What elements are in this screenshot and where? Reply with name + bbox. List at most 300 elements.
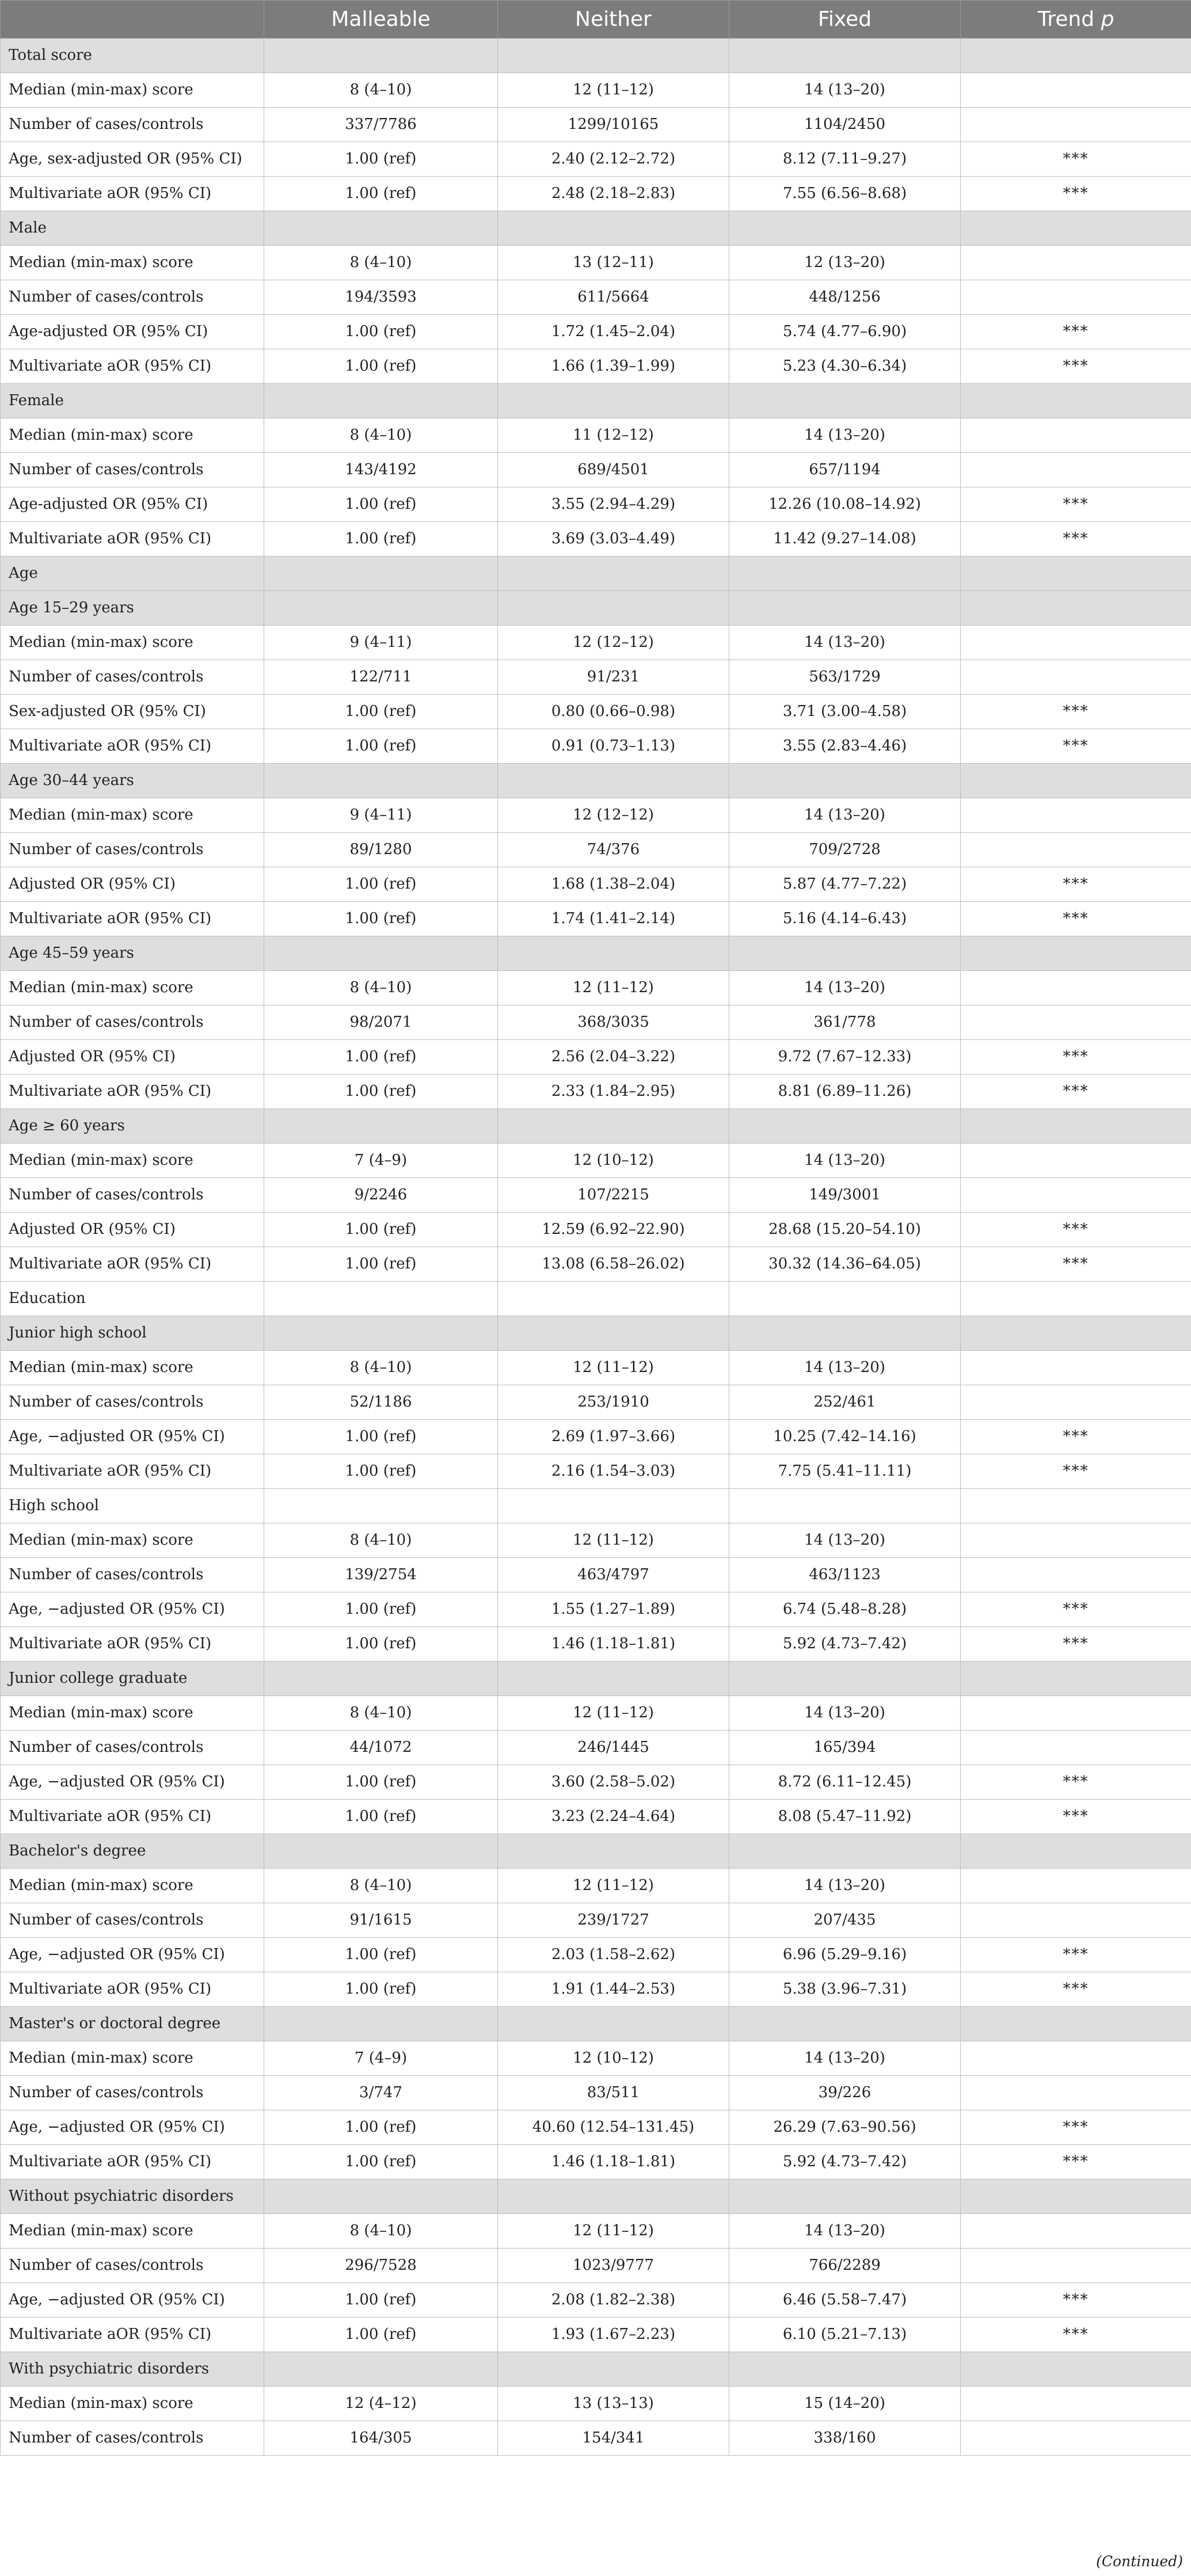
cell-neither: 1.55 (1.27–1.89) [498,1592,729,1627]
section-header-row [1,557,1191,591]
row-label: Junior college graduate [1,1662,264,1696]
header-row [1,1,1191,39]
cell-trend-p: *** [961,1938,1191,1972]
cell-fixed: 14 (13–20) [729,798,961,833]
cell-neither: 12 (11–12) [498,1523,729,1558]
cell-neither: 1.68 (1.38–2.04) [498,867,729,902]
header-label-column [1,1,264,39]
table-row [1,142,1191,177]
table-row [1,1005,1191,1040]
cell-trend-p [961,1731,1191,1765]
cell-malleable: 1.00 (ref) [264,2110,498,2145]
section-header-row [1,1834,1191,1869]
cell-fixed: 5.87 (4.77–7.22) [729,867,961,902]
cell-trend-p [961,1316,1191,1351]
row-label: Age, −adjusted OR (95% CI) [1,2110,264,2145]
cell-malleable [264,2007,498,2041]
table-row [1,729,1191,764]
cell-malleable: 1.00 (ref) [264,487,498,522]
row-label: Median (min-max) score [1,2387,264,2421]
cell-malleable [264,1316,498,1351]
cell-trend-p [961,557,1191,591]
cell-neither: 2.69 (1.97–3.66) [498,1420,729,1454]
cell-trend-p: *** [961,142,1191,177]
row-label: Age 45–59 years [1,936,264,971]
cell-malleable: 8 (4–10) [264,2214,498,2249]
cell-malleable: 9 (4–11) [264,798,498,833]
cell-fixed: 3.71 (3.00–4.58) [729,695,961,729]
cell-trend-p: *** [961,1213,1191,1247]
table-row [1,2145,1191,2179]
cell-neither: 1.46 (1.18–1.81) [498,1627,729,1662]
cell-malleable: 1.00 (ref) [264,142,498,177]
cell-fixed: 361/778 [729,1005,961,1040]
cell-fixed: 448/1256 [729,280,961,315]
cell-trend-p: *** [961,315,1191,349]
table-header [1,1,1191,39]
row-label: Master's or doctoral degree [1,2007,264,2041]
cell-malleable: 8 (4–10) [264,1869,498,1903]
table-row [1,902,1191,936]
row-label: Adjusted OR (95% CI) [1,867,264,902]
table-row [1,2249,1191,2283]
cell-malleable: 1.00 (ref) [264,867,498,902]
cell-fixed: 7.75 (5.41–11.11) [729,1454,961,1489]
cell-malleable: 89/1280 [264,833,498,867]
table-row [1,1247,1191,1282]
row-label: Number of cases/controls [1,2421,264,2456]
table-row [1,2214,1191,2249]
section-header-row [1,2179,1191,2214]
row-label: Median (min-max) score [1,1351,264,1385]
cell-trend-p [961,2076,1191,2110]
cell-fixed: 338/160 [729,2421,961,2456]
cell-fixed: 14 (13–20) [729,2041,961,2076]
cell-neither: 12 (11–12) [498,73,729,108]
cell-trend-p [961,660,1191,695]
cell-neither: 12 (11–12) [498,971,729,1005]
table-row [1,2387,1191,2421]
table-row [1,1731,1191,1765]
cell-neither: 83/511 [498,2076,729,2110]
cell-neither: 2.48 (2.18–2.83) [498,177,729,211]
cell-trend-p [961,2007,1191,2041]
cell-trend-p [961,39,1191,73]
cell-malleable [264,211,498,246]
cell-fixed: 14 (13–20) [729,1696,961,1731]
cell-neither: 1.91 (1.44–2.53) [498,1972,729,2007]
cell-malleable: 91/1615 [264,1903,498,1938]
cell-malleable: 1.00 (ref) [264,2318,498,2352]
row-label: Multivariate aOR (95% CI) [1,729,264,764]
table-row [1,2076,1191,2110]
row-label: Age, −adjusted OR (95% CI) [1,1938,264,1972]
cell-trend-p: *** [961,867,1191,902]
row-label: Median (min-max) score [1,246,264,280]
cell-malleable [264,2179,498,2214]
cell-trend-p: *** [961,1972,1191,2007]
row-label: Multivariate aOR (95% CI) [1,177,264,211]
cell-malleable: 98/2071 [264,1005,498,1040]
table-row [1,1696,1191,1731]
cell-fixed: 709/2728 [729,833,961,867]
cell-neither: 463/4797 [498,1558,729,1592]
section-header-row [1,211,1191,246]
cell-fixed [729,2179,961,2214]
cell-fixed [729,1662,961,1696]
table-row [1,108,1191,142]
header-trend-p-italic: p [1101,7,1114,31]
cell-trend-p: *** [961,1040,1191,1074]
cell-neither [498,1834,729,1869]
table-row [1,1972,1191,2007]
cell-fixed: 165/394 [729,1731,961,1765]
cell-neither [498,557,729,591]
cell-trend-p [961,280,1191,315]
cell-malleable [264,1662,498,1696]
cell-trend-p: *** [961,1420,1191,1454]
cell-malleable: 1.00 (ref) [264,315,498,349]
row-label: Median (min-max) score [1,1144,264,1178]
table-row [1,246,1191,280]
cell-trend-p [961,798,1191,833]
table-body [1,39,1191,2456]
cell-fixed [729,591,961,626]
cell-malleable [264,1489,498,1523]
row-label: Junior high school [1,1316,264,1351]
cell-neither [498,1489,729,1523]
cell-neither: 0.80 (0.66–0.98) [498,695,729,729]
row-label: Multivariate aOR (95% CI) [1,902,264,936]
row-label: Number of cases/controls [1,2249,264,2283]
row-label: Multivariate aOR (95% CI) [1,1627,264,1662]
cell-neither [498,936,729,971]
section-header-row [1,39,1191,73]
cell-fixed: 657/1194 [729,453,961,487]
cell-trend-p [961,1869,1191,1903]
table-row [1,695,1191,729]
cell-trend-p: *** [961,1592,1191,1627]
header-trend-text: Trend [1037,7,1095,31]
cell-malleable: 1.00 (ref) [264,1765,498,1800]
cell-malleable: 8 (4–10) [264,73,498,108]
cell-neither [498,2007,729,2041]
cell-malleable: 52/1186 [264,1385,498,1420]
cell-fixed: 3.55 (2.83–4.46) [729,729,961,764]
cell-malleable: 9/2246 [264,1178,498,1213]
section-header-row [1,1662,1191,1696]
cell-neither: 12 (10–12) [498,2041,729,2076]
cell-neither: 2.08 (1.82–2.38) [498,2283,729,2318]
cell-neither: 12 (11–12) [498,1351,729,1385]
cell-neither: 154/341 [498,2421,729,2456]
cell-malleable: 7 (4–9) [264,2041,498,2076]
cell-malleable: 8 (4–10) [264,246,498,280]
cell-fixed [729,2007,961,2041]
cell-trend-p [961,1558,1191,1592]
cell-neither: 2.16 (1.54–3.03) [498,1454,729,1489]
section-header-row [1,936,1191,971]
cell-neither: 239/1727 [498,1903,729,1938]
cell-neither: 13.08 (6.58–26.02) [498,1247,729,1282]
cell-malleable [264,1834,498,1869]
cell-malleable: 1.00 (ref) [264,1800,498,1834]
cell-trend-p [961,2352,1191,2387]
cell-trend-p [961,418,1191,453]
cell-trend-p [961,2421,1191,2456]
table-row [1,798,1191,833]
cell-fixed: 563/1729 [729,660,961,695]
cell-fixed: 149/3001 [729,1178,961,1213]
cell-malleable: 9 (4–11) [264,626,498,660]
cell-malleable: 1.00 (ref) [264,2145,498,2179]
row-label: Number of cases/controls [1,280,264,315]
cell-fixed: 6.10 (5.21–7.13) [729,2318,961,2352]
table-row [1,1800,1191,1834]
cell-fixed: 5.74 (4.77–6.90) [729,315,961,349]
row-label: Number of cases/controls [1,660,264,695]
cell-neither [498,1282,729,1316]
cell-fixed: 9.72 (7.67–12.33) [729,1040,961,1074]
cell-fixed: 14 (13–20) [729,2214,961,2249]
cell-fixed: 15 (14–20) [729,2387,961,2421]
cell-neither: 1.93 (1.67–2.23) [498,2318,729,2352]
cell-neither: 12 (10–12) [498,1144,729,1178]
cell-fixed [729,1109,961,1144]
cell-neither [498,1316,729,1351]
cell-fixed [729,2352,961,2387]
row-label: Number of cases/controls [1,1178,264,1213]
table-row [1,522,1191,557]
cell-fixed: 11.42 (9.27–14.08) [729,522,961,557]
row-label: Age, −adjusted OR (95% CI) [1,1592,264,1627]
cell-neither: 368/3035 [498,1005,729,1040]
cell-trend-p: *** [961,1627,1191,1662]
cell-neither: 2.56 (2.04–3.22) [498,1040,729,1074]
section-header-row [1,591,1191,626]
cell-malleable: 139/2754 [264,1558,498,1592]
row-label: Median (min-max) score [1,1869,264,1903]
cell-neither: 3.60 (2.58–5.02) [498,1765,729,1800]
row-label: Without psychiatric disorders [1,2179,264,2214]
section-header-row [1,1109,1191,1144]
cell-malleable [264,557,498,591]
row-label: Age, sex-adjusted OR (95% CI) [1,142,264,177]
table-row [1,1178,1191,1213]
cell-malleable: 12 (4–12) [264,2387,498,2421]
cell-neither: 91/231 [498,660,729,695]
cell-neither: 107/2215 [498,1178,729,1213]
cell-fixed: 5.92 (4.73–7.42) [729,2145,961,2179]
row-label: Age, −adjusted OR (95% CI) [1,1765,264,1800]
cell-trend-p [961,764,1191,798]
cell-trend-p [961,73,1191,108]
row-label: With psychiatric disorders [1,2352,264,2387]
cell-malleable: 1.00 (ref) [264,729,498,764]
cell-neither: 1.72 (1.45–2.04) [498,315,729,349]
section-header-row [1,2007,1191,2041]
cell-fixed: 12 (13–20) [729,246,961,280]
cell-trend-p: *** [961,2318,1191,2352]
cell-trend-p: *** [961,1454,1191,1489]
section-header-row [1,1316,1191,1351]
cell-trend-p [961,1351,1191,1385]
cell-neither: 1023/9777 [498,2249,729,2283]
cell-malleable: 8 (4–10) [264,418,498,453]
cell-neither: 2.33 (1.84–2.95) [498,1074,729,1109]
table-row [1,1558,1191,1592]
table-row [1,1213,1191,1247]
table-row [1,1420,1191,1454]
cell-neither: 12 (11–12) [498,2214,729,2249]
cell-trend-p [961,1178,1191,1213]
cell-fixed [729,39,961,73]
cell-neither [498,39,729,73]
table-row [1,1938,1191,1972]
cell-fixed [729,936,961,971]
cell-trend-p: *** [961,1074,1191,1109]
table-row [1,2283,1191,2318]
cell-fixed [729,384,961,418]
cell-neither [498,1109,729,1144]
cell-malleable: 1.00 (ref) [264,1972,498,2007]
cell-fixed [729,1282,961,1316]
cell-trend-p [961,2041,1191,2076]
cell-trend-p [961,1109,1191,1144]
cell-trend-p [961,1005,1191,1040]
row-label: Median (min-max) score [1,73,264,108]
cell-fixed: 7.55 (6.56–8.68) [729,177,961,211]
table-row [1,453,1191,487]
cell-neither: 11 (12–12) [498,418,729,453]
cell-malleable [264,1282,498,1316]
header-fixed: Fixed [729,1,961,39]
cell-fixed: 766/2289 [729,2249,961,2283]
table-row [1,1385,1191,1420]
cell-neither: 3.55 (2.94–4.29) [498,487,729,522]
cell-neither: 40.60 (12.54–131.45) [498,2110,729,2145]
cell-malleable [264,2352,498,2387]
cell-trend-p [961,246,1191,280]
row-label: Age 30–44 years [1,764,264,798]
cell-trend-p [961,1282,1191,1316]
cell-trend-p [961,1696,1191,1731]
cell-malleable: 1.00 (ref) [264,2283,498,2318]
header-malleable: Malleable [264,1,498,39]
cell-malleable: 1.00 (ref) [264,1938,498,1972]
table-row [1,2421,1191,2456]
cell-fixed: 8.81 (6.89–11.26) [729,1074,961,1109]
table-row [1,1351,1191,1385]
cell-fixed: 5.23 (4.30–6.34) [729,349,961,384]
cell-fixed: 14 (13–20) [729,1869,961,1903]
cell-trend-p [961,1385,1191,1420]
cell-malleable: 1.00 (ref) [264,1627,498,1662]
header-trend-p [961,1,1191,39]
cell-neither: 1.74 (1.41–2.14) [498,902,729,936]
cell-malleable: 8 (4–10) [264,971,498,1005]
cell-trend-p: *** [961,1765,1191,1800]
row-label: Multivariate aOR (95% CI) [1,2318,264,2352]
cell-trend-p [961,453,1191,487]
cell-malleable: 194/3593 [264,280,498,315]
row-label: Female [1,384,264,418]
header-neither: Neither [498,1,729,39]
cell-malleable: 1.00 (ref) [264,1213,498,1247]
row-label: Male [1,211,264,246]
row-label: Multivariate aOR (95% CI) [1,1247,264,1282]
cell-malleable: 1.00 (ref) [264,349,498,384]
cell-fixed: 6.74 (5.48–8.28) [729,1592,961,1627]
row-label: Median (min-max) score [1,798,264,833]
row-label: Median (min-max) score [1,2214,264,2249]
table-row [1,280,1191,315]
cell-fixed: 6.96 (5.29–9.16) [729,1938,961,1972]
table-row [1,1523,1191,1558]
cell-fixed: 207/435 [729,1903,961,1938]
cell-fixed: 8.08 (5.47–11.92) [729,1800,961,1834]
row-label: Number of cases/controls [1,833,264,867]
cell-trend-p [961,1903,1191,1938]
cell-trend-p [961,1834,1191,1869]
row-label: Number of cases/controls [1,2076,264,2110]
cell-neither: 1299/10165 [498,108,729,142]
row-label: Number of cases/controls [1,1731,264,1765]
cell-neither: 12 (11–12) [498,1869,729,1903]
cell-malleable: 122/711 [264,660,498,695]
cell-trend-p [961,1662,1191,1696]
row-label: Adjusted OR (95% CI) [1,1213,264,1247]
row-label: Multivariate aOR (95% CI) [1,2145,264,2179]
cell-fixed [729,557,961,591]
table-row [1,73,1191,108]
cell-malleable: 8 (4–10) [264,1696,498,1731]
cell-neither: 0.91 (0.73–1.13) [498,729,729,764]
table-row [1,177,1191,211]
cell-trend-p: *** [961,487,1191,522]
cell-fixed: 14 (13–20) [729,971,961,1005]
cell-neither: 12 (12–12) [498,798,729,833]
table-row [1,487,1191,522]
table-row [1,418,1191,453]
cell-malleable: 44/1072 [264,1731,498,1765]
cell-malleable: 8 (4–10) [264,1523,498,1558]
row-label: Multivariate aOR (95% CI) [1,1972,264,2007]
table-row [1,1903,1191,1938]
cell-trend-p [961,384,1191,418]
cell-trend-p: *** [961,695,1191,729]
cell-malleable: 1.00 (ref) [264,1420,498,1454]
row-label: Age, −adjusted OR (95% CI) [1,1420,264,1454]
table-row [1,833,1191,867]
cell-trend-p [961,2249,1191,2283]
cell-malleable: 296/7528 [264,2249,498,2283]
cell-malleable: 7 (4–9) [264,1144,498,1178]
cell-fixed [729,1834,961,1869]
cell-neither: 12 (12–12) [498,626,729,660]
cell-malleable: 337/7786 [264,108,498,142]
row-label: Number of cases/controls [1,1385,264,1420]
cell-trend-p: *** [961,1247,1191,1282]
cell-fixed [729,211,961,246]
cell-malleable [264,39,498,73]
row-label: Age-adjusted OR (95% CI) [1,315,264,349]
cell-fixed: 252/461 [729,1385,961,1420]
section-header-row [1,2352,1191,2387]
cell-fixed: 30.32 (14.36–64.05) [729,1247,961,1282]
cell-trend-p: *** [961,349,1191,384]
row-label: Age, −adjusted OR (95% CI) [1,2283,264,2318]
